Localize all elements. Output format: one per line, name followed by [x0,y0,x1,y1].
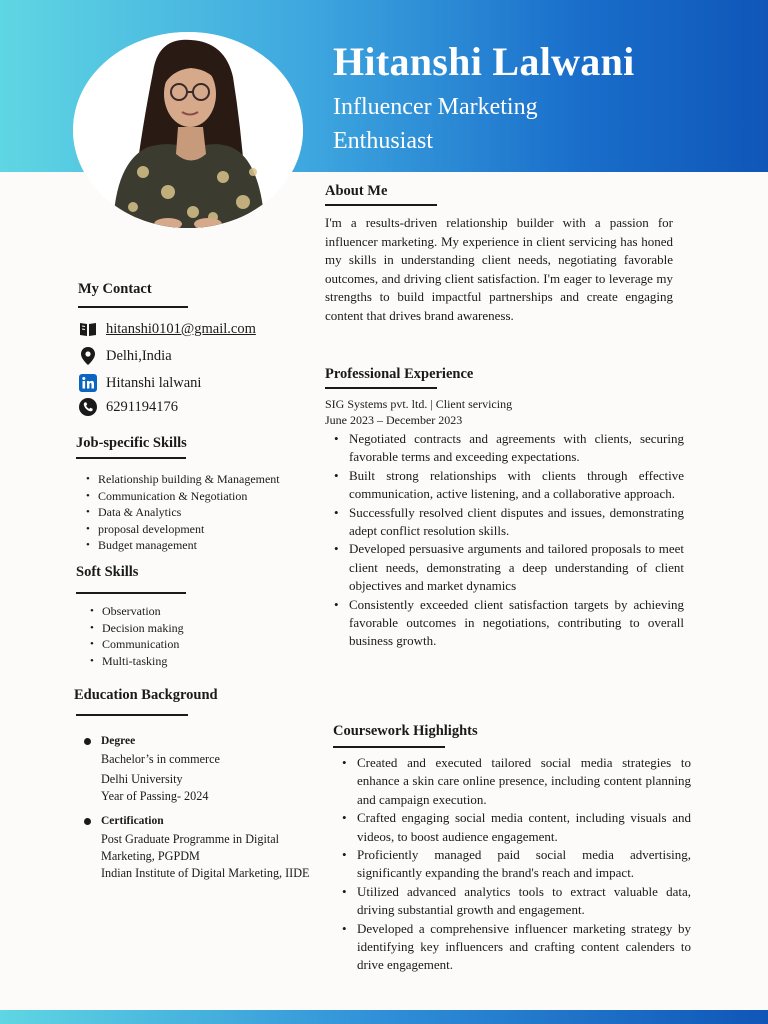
list-item: • proposal development [86,521,280,538]
education-certification [101,813,316,882]
soft-skills-section-underline [76,592,186,594]
list-item: • Built strong relationships with clients through effective communication, active listening, and a collaborative approach. [325,467,684,504]
education-section-title: Education Background [74,687,218,703]
profile-photo [73,32,303,228]
experience-section-underline [325,387,437,389]
contact-linkedin-row [78,372,201,394]
list-item: • Multi-tasking [90,653,184,670]
footer-bar [0,1010,768,1024]
linkedin-text[interactable]: Hitanshi lalwani [106,374,202,391]
degree-year: Year of Passing- 2024 [101,789,209,803]
job-title-line-2: Enthusiast [333,128,433,154]
list-item: • Relationship building & Management [86,471,280,488]
contact-section-underline [78,306,188,308]
certification-heading: Certification [101,815,164,827]
list-item: • Observation [90,603,184,620]
degree-name: Bachelor’s in commerce [101,752,220,766]
email-link[interactable]: hitanshi0101@gmail.com [106,320,256,337]
bullet-dot [84,738,91,745]
soft-skills-list [90,603,184,669]
list-item: • Developed a comprehensive influencer marketing strategy by identifying key influencers and crafting content calenders to drive engagement. [333,920,691,975]
experience-section-title: Professional Experience [325,366,474,382]
about-section-title: About Me [325,183,388,199]
list-item: • Utilized advanced analytics tools to extract valuable data, driving substantial growth and engagement. [333,883,691,920]
experience-company: SIG Systems pvt. ltd. | Client servicing [325,397,513,411]
contact-phone-row [78,396,178,418]
degree-heading: Degree [101,735,136,747]
about-section-underline [325,204,437,206]
job-title-line-1: Influencer Marketing [333,94,538,120]
contact-email-row [78,318,256,340]
list-item: • Proficiently managed paid social media advertising, significantly expanding the brand's reach and impact. [333,846,691,883]
phone-icon [78,397,98,417]
list-item: • Decision making [90,620,184,637]
location-text: Delhi,India [106,347,172,364]
coursework-section-underline [333,746,445,748]
list-item: • Created and executed tailored social media strategies to enhance a skin care online presence, including content planning and campaign execution. [333,754,691,809]
profile-photo-illustration [73,32,303,228]
contact-location-row [78,345,172,367]
education-section-underline [76,714,188,716]
list-item: • Negotiated contracts and agreements with clients, securing favorable terms and exceeding expectations. [325,430,684,467]
experience-dates: June 2023 – December 2023 [325,413,463,427]
phone-text: 6291194176 [106,398,178,415]
certification-institute: Indian Institute of Digital Marketing, IIDE [101,866,310,880]
job-skills-section-title: Job-specific Skills [76,435,187,451]
list-item: • Communication & Negotiation [86,488,280,505]
about-text: I'm a results-driven relationship builder with a passion for influencer marketing. My experience in client servicing has honed my skills in understanding client needs, negotiating favorable outcomes, and driving client satisfaction. I'm eager to leverage my strengths to build impactful partnerships and create engaging content that drives brand awareness. [325,215,673,323]
list-item: • Successfully resolved client disputes and issues, demonstrating adept conflict resolution skills. [325,504,684,541]
soft-skills-section-title: Soft Skills [76,564,139,580]
list-item: • Crafted engaging social media content, including visuals and videos, to boost audience engagement. [333,809,691,846]
list-item: • Budget management [86,537,280,554]
job-skills-section-underline [76,457,186,459]
linkedin-icon [78,373,98,393]
person-name: Hitanshi Lalwani [333,39,635,84]
list-item: • Developed persuasive arguments and tailored proposals to meet client needs, demonstrating a deep understanding of client objectives and market dynamics [325,540,684,595]
bullet-dot [84,818,91,825]
job-title [333,90,593,158]
location-pin-icon [78,346,98,366]
job-skills-list [86,471,280,554]
education-degree [101,733,316,805]
degree-university: Delhi University [101,772,183,786]
coursework-bullets [333,754,691,975]
contact-section-title: My Contact [78,281,152,297]
book-icon [78,319,98,339]
list-item: • Communication [90,636,184,653]
list-item: • Consistently exceeded client satisfaction targets by achieving favorable outcomes in negotiations, contributing to overall business growth. [325,596,684,651]
certification-programme: Post Graduate Programme in Digital Marketing, PGPDM [101,832,280,863]
list-item: • Data & Analytics [86,504,280,521]
experience-bullets [325,430,684,651]
coursework-section-title: Coursework Highlights [333,723,478,739]
